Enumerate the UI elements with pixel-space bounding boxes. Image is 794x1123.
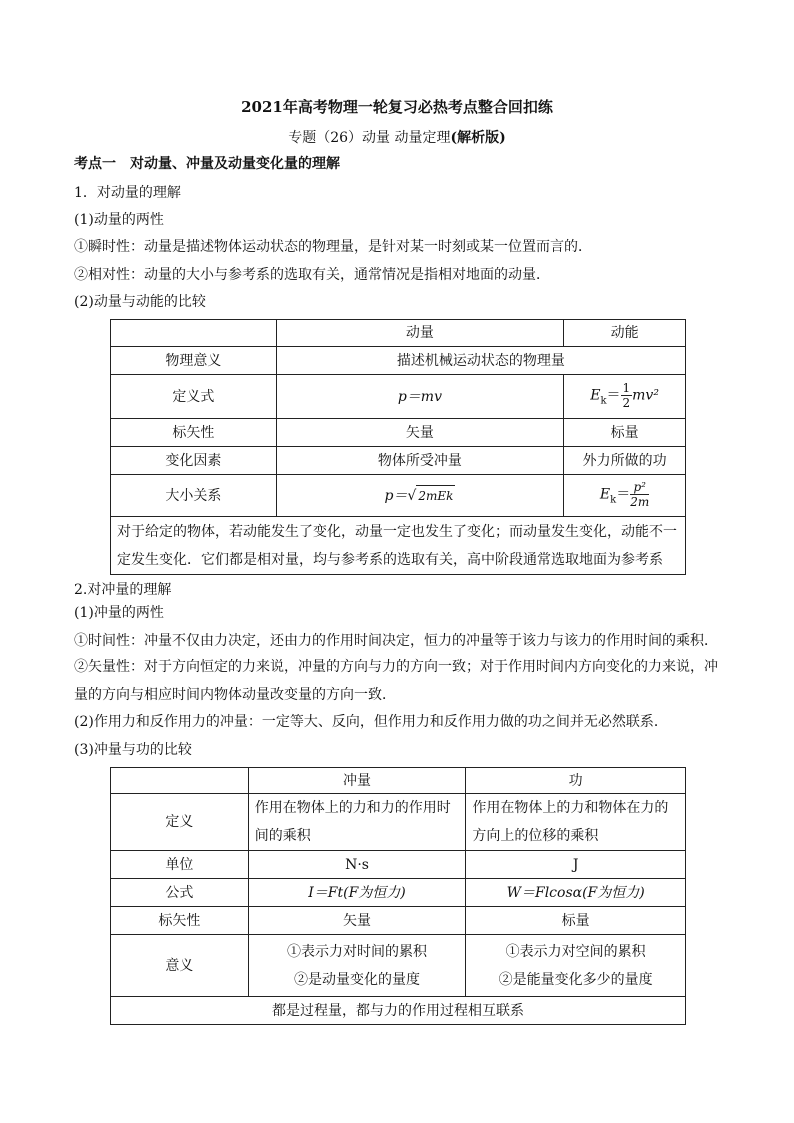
kaodian-label: 考点一: [74, 156, 116, 172]
table2-cell: W＝Flcosα(F为恒力): [466, 879, 686, 907]
table2-cell: 作用在物体上的力和物体在力的方向上的位移的乘积: [466, 794, 686, 851]
section2-sub3: (3)冲量与功的比较: [74, 742, 192, 758]
ke-symbol: E: [590, 387, 601, 404]
ke-rest: mv²: [632, 387, 659, 404]
table1-cell: [276, 475, 563, 517]
section2-heading: 2.对冲量的理解: [74, 582, 172, 598]
section1-sub2: (2)动量与动能的比较: [74, 294, 206, 310]
section1-paragraph1: ①瞬时性：动量是描述物体运动状态的物理量，是针对某一时刻或某一位置而言的．: [74, 239, 592, 255]
table1-row-label: 大小关系: [111, 475, 277, 517]
document-subtitle: [0, 128, 794, 148]
table1-cell: 外力所做的功: [564, 447, 686, 475]
table1-header-kinetic: 动能: [564, 320, 686, 347]
fraction-numerator: p²: [630, 480, 649, 495]
kaodian-title: 对动量、冲量及动量变化量的理解: [130, 156, 340, 172]
document-title: 2021年高考物理一轮复习必热考点整合回扣练: [241, 98, 553, 116]
subtitle-text: 专题（26）动量 动量定理: [288, 130, 451, 146]
table1-cell: p＝mv: [276, 375, 563, 419]
impulse-work-table: [110, 767, 686, 1025]
fraction-denominator: 2: [622, 396, 631, 411]
table2-cell: I＝Ft(F为恒力): [248, 879, 466, 907]
table2-row-label: 意义: [111, 935, 249, 997]
table2-cell: J: [466, 851, 686, 879]
table2-row-label: 单位: [111, 851, 249, 879]
table1-cell: [564, 375, 686, 419]
sqrt-sign: √: [407, 488, 417, 504]
table1-row-label: 标矢性: [111, 419, 277, 447]
ke-subscript: k: [610, 494, 617, 506]
table1-cell: 物体所受冲量: [276, 447, 563, 475]
fraction-numerator: 1: [622, 381, 631, 396]
fraction-denominator: 2m: [630, 495, 650, 510]
momentum-expr: p＝: [384, 488, 408, 504]
table1-corner: [111, 320, 277, 347]
impulse-meaning-1: ①表示力对时间的累积: [287, 943, 428, 960]
table1-cell: 标量: [564, 419, 686, 447]
table2-cell: 标量: [466, 907, 686, 935]
table1-cell: [564, 475, 686, 517]
table2-row-label: 公式: [111, 879, 249, 907]
table2-row-label: 标矢性: [111, 907, 249, 935]
section1-sub1: (1)动量的两性: [74, 212, 164, 228]
subtitle-version: (解析版): [450, 130, 506, 146]
kaodian-heading: [74, 154, 340, 174]
impulse-meaning-2: ②是动量变化的量度: [294, 971, 421, 988]
table2-header-work: 功: [466, 768, 686, 794]
ke-symbol: E: [599, 486, 611, 503]
table2-cell: 作用在物体上的力和力的作用时间的乘积: [248, 794, 466, 851]
fraction: [630, 480, 649, 509]
section2-paragraph2: ②矢量性：对于方向恒定的力来说，冲量的方向与力的方向一致；对于作用时间内方向变化的力来说，冲量的方向与相应时间内物体动量改变量的方向一致．: [74, 659, 718, 703]
section1-heading: 1．对动量的理解: [74, 185, 181, 201]
table2-corner: [111, 768, 249, 794]
table1-cell: 矢量: [276, 419, 563, 447]
table2-footer: 都是过程量，都与力的作用过程相互联系: [111, 997, 686, 1025]
table2-cell: [466, 935, 686, 997]
table2-row-label: 定义: [111, 794, 249, 851]
table1-cell: 描述机械运动状态的物理量: [276, 347, 685, 375]
section1-paragraph2: ②相对性：动量的大小与参考系的选取有关，通常情况是指相对地面的动量．: [74, 267, 550, 283]
section2-sub1: (1)冲量的两性: [74, 605, 164, 621]
table2-cell: N·s: [248, 851, 466, 879]
table1-row-label: 物理意义: [111, 347, 277, 375]
momentum-kinetic-table: [110, 319, 686, 575]
table1-header-momentum: 动量: [276, 320, 563, 347]
ke-subscript: k: [600, 395, 607, 407]
table2-cell: [248, 935, 466, 997]
equals-sign: ＝: [616, 486, 631, 503]
work-meaning-1: ①表示力对空间的累积: [505, 943, 646, 960]
table1-note: 对于给定的物体，若动能发生了变化，动量一定也发生了变化；而动量发生变化，动能不一定发生变化．它们都是相对量，均与参考系的选取有关，高中阶段通常选取地面为参考系: [111, 517, 686, 575]
equals-sign: ＝: [606, 387, 621, 404]
work-meaning-2: ②是能量变化多少的量度: [498, 971, 653, 988]
table2-cell: 矢量: [248, 907, 466, 935]
fraction: [621, 381, 633, 410]
section2-sub2: (2)作用力和反作用力的冲量：一定等大、反向，但作用力和反作用力做的功之间并无必然联系．: [74, 714, 668, 730]
table2-header-impulse: 冲量: [248, 768, 466, 794]
sqrt-radicand: 2mEk: [416, 485, 455, 506]
table1-row-label: 变化因素: [111, 447, 277, 475]
section2-paragraph1: ①时间性：冲量不仅由力决定，还由力的作用时间决定，恒力的冲量等于该力与该力的作用时间的乘积．: [74, 633, 718, 649]
table1-row-label: 定义式: [111, 375, 277, 419]
